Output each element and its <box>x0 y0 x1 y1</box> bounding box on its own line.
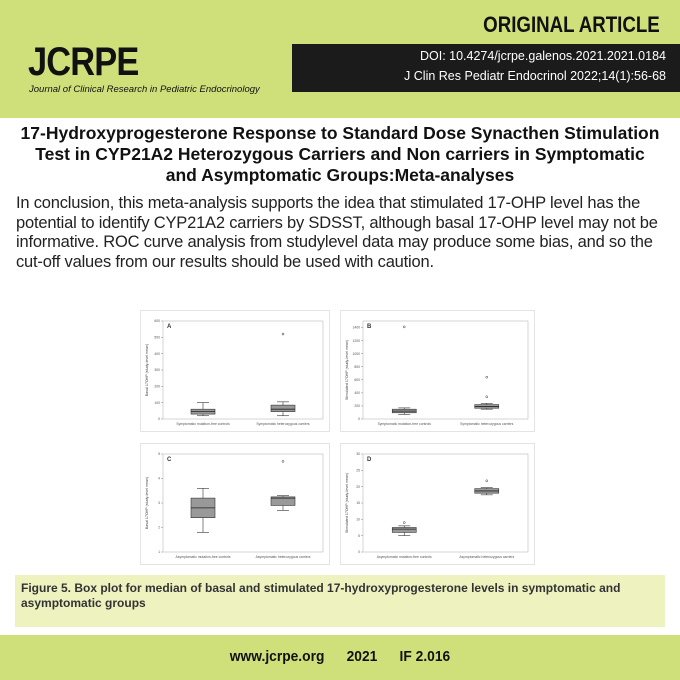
outlier-point <box>486 396 488 398</box>
figure-caption: Figure 5. Box plot for median of basal and stimulated 17-hydroxyprogesterone levels in symptomatic and asymptomatic groups <box>21 581 621 610</box>
y-tick-label: 30 <box>356 452 360 457</box>
y-axis-label: Stimulated 17OHP (study-level mean) <box>345 472 349 534</box>
y-tick-label: 0 <box>358 550 360 555</box>
footer-band <box>0 635 680 680</box>
panel-d <box>340 443 535 565</box>
doi-text[interactable]: DOI: 10.4274/jcrpe.galenos.2021.2021.0184 <box>419 49 666 63</box>
footer-info <box>27 648 653 665</box>
plot-frame <box>163 454 323 552</box>
journal-name: Journal of Clinical Research in Pediatric Endocrinology <box>29 84 260 95</box>
plot-frame <box>163 321 323 419</box>
panel-label: A <box>167 324 172 330</box>
boxplot-a <box>141 311 331 433</box>
x-category-label: Symptomatic mutation-free controls <box>377 422 431 426</box>
y-tick-label: 20 <box>356 484 360 489</box>
y-tick-label: 200 <box>154 384 160 389</box>
box <box>392 528 416 533</box>
article-type-label: ORIGINAL ARTICLE <box>483 12 660 37</box>
y-tick-label: 300 <box>154 368 160 373</box>
footer-year: 2021 <box>346 648 378 665</box>
panel-c <box>140 443 330 565</box>
x-category-label: Asymptomatic mutation-free controls <box>175 555 231 559</box>
y-tick-label: 2 <box>158 525 160 530</box>
y-axis-label: Basal 17OHP (study-level mean) <box>145 343 149 397</box>
outlier-point <box>282 333 284 335</box>
citation-text: J Clin Res Pediatr Endocrinol 2022;14(1):56-68 <box>404 69 666 83</box>
y-tick-label: 1400 <box>352 325 360 330</box>
outlier-point <box>486 376 488 378</box>
y-tick-label: 400 <box>154 351 160 356</box>
x-category-label: Symptomatic mutation-free controls <box>176 422 230 426</box>
y-tick-label: 500 <box>154 335 160 340</box>
box <box>271 405 295 412</box>
y-tick-label: 1200 <box>352 338 360 343</box>
y-tick-label: 1 <box>158 550 160 555</box>
y-tick-label: 600 <box>154 319 160 324</box>
y-tick-label: 100 <box>154 400 160 405</box>
x-category-label: Symptomatic heterozygous carriers <box>460 422 514 426</box>
article-abstract: In conclusion, this meta-analysis supports the idea that stimulated 17-OHP level has the potential to identify CYP21A2 carriers by SDSST, although basal 17-OHP level may not be informative. ROC curve analysis from studylevel data may produce some bias, and so the cut-off values from our results should be used with caution. <box>16 194 658 271</box>
panel-label: D <box>367 457 372 463</box>
outlier-point <box>282 460 284 462</box>
panel-label: C <box>167 457 172 463</box>
y-tick-label: 0 <box>158 417 160 422</box>
y-tick-label: 0 <box>358 417 360 422</box>
y-tick-label: 5 <box>158 452 160 457</box>
article-title: 17-Hydroxyprogesterone Response to Standard Dose Synacthen Stimulation Test in CYP21A2 Heterozygous Carriers and Non carriers in Symptomatic and Asymptomatic Groups:Meta-analyses <box>20 123 660 185</box>
y-tick-label: 10 <box>356 517 360 522</box>
doi-box <box>292 44 680 92</box>
y-tick-label: 25 <box>356 468 360 473</box>
footer-url[interactable]: www.jcrpe.org <box>229 648 325 665</box>
y-tick-label: 4 <box>158 476 160 481</box>
footer-impact-factor: IF 2.016 <box>399 648 451 665</box>
figure-5 <box>140 310 535 565</box>
plot-frame <box>363 321 528 419</box>
boxplot-d <box>341 444 536 566</box>
panel-b <box>340 310 535 432</box>
header-band <box>0 0 680 118</box>
outlier-point <box>403 326 405 328</box>
x-category-label: Asymptomatic heterozygous carriers <box>255 555 311 559</box>
x-category-label: Asymptomatic heterozygous carriers <box>459 555 515 559</box>
y-axis-label: Stimulated 17OHP (study-level mean) <box>345 339 349 401</box>
x-category-label: Asymptomatic mutation-free controls <box>376 555 432 559</box>
panel-label: B <box>367 324 372 330</box>
outlier-point <box>486 480 488 482</box>
plot-frame <box>363 454 528 552</box>
y-tick-label: 800 <box>354 364 360 369</box>
y-tick-label: 5 <box>358 533 360 538</box>
y-tick-label: 1000 <box>352 351 360 356</box>
y-tick-label: 200 <box>354 404 360 409</box>
figure-caption-box <box>15 575 665 627</box>
boxplot-b <box>341 311 536 433</box>
x-category-label: Symptomatic heterozygous carriers <box>256 422 310 426</box>
boxplot-c <box>141 444 331 566</box>
y-tick-label: 3 <box>158 501 160 506</box>
journal-logo: JCRPE <box>28 40 139 84</box>
outlier-point <box>403 522 405 524</box>
y-tick-label: 400 <box>354 391 360 396</box>
panel-a <box>140 310 330 432</box>
y-axis-label: Basal 17OHP (study-level mean) <box>145 476 149 530</box>
y-tick-label: 15 <box>356 501 360 506</box>
y-tick-label: 600 <box>354 378 360 382</box>
